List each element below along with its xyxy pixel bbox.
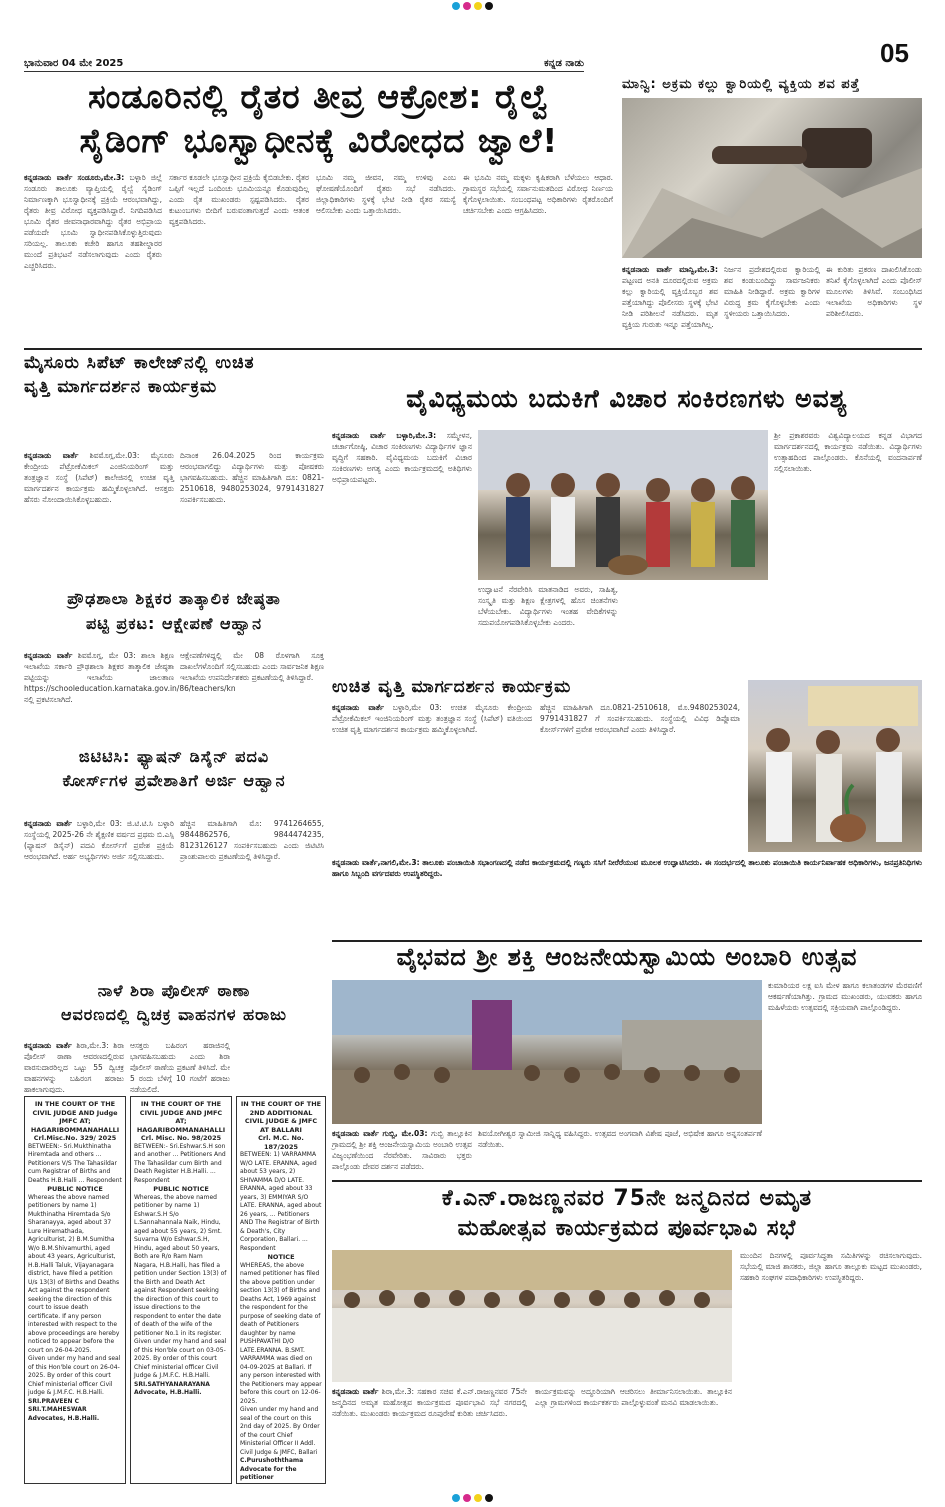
notice-2-court: IN THE COURT OF THE CIVIL JUDGE AND JMFC AT; HAGARIBOMMANAHALLI: [136, 1100, 226, 1134]
notice-3-court: IN THE COURT OF THE 2ND ADDITIONAL CIVIL JUDGE & JMFC AT BALLARI: [240, 1100, 322, 1134]
sandur-column-1: [24, 172, 162, 342]
cipet-column-1: [24, 450, 174, 580]
notice-3-parties: BETWEEN: 1) VARRAMMA W/O LATE. ERANNA, aged about 53 years, 2) SHIVAMMA D/O LATE. ERANNA, aged about 33 years, 3) EMMIYAR S/O LATE. ERANNA, aged about 26 years, ... Petitioners AND The Registrar of Birth & Death's, City Corporation, Ballari. ... Respondent: [240, 1151, 322, 1252]
gttc-headline-2: ಕೋರ್ಸ್‌ಗಳ ಪ್ರವೇಶಾತಿಗೆ ಅರ್ಜಿ ಆಹ್ವಾನ: [62, 771, 286, 790]
diversity-column-1: [332, 430, 472, 670]
registration-marks-top: [0, 0, 945, 10]
notice-1-title: PUBLIC NOTICE: [47, 1185, 103, 1193]
police-column-1: [24, 1040, 124, 1092]
cipet-byline: ಕನ್ನಡನಾಡು ವಾರ್ತೆ: [24, 451, 79, 460]
plantation-photo: [748, 680, 922, 852]
rajanna-column-2: ಕಾರ್ಯಕ್ರಮವನ್ನು ಅದ್ಧೂರಿಯಾಗಿ ಆಚರಿಸಲು ತೀರ್ಮಾನಿಸಲಾಯಿತು. ತಾಲ್ಲೂಕಿನ ಎಲ್ಲಾ ಗ್ರಾಮಗಳಿಂದ ಕಾರ್ಯಕರ್ತರು ಪಾಲ್ಗೊಳ್ಳುವಂತೆ ಮನವಿ ಮಾಡಲಾಯಿತು.: [535, 1387, 732, 1407]
police-column-3: [236, 1040, 326, 1092]
notice-3-advocates: C.Purushoththama Advocate for the petitioner: [240, 1457, 304, 1481]
sandur-headline-2: ಸೈಡಿಂಗ್ ಭೂಸ್ವಾಧೀನಕ್ಕೆ ವಿರೋಧದ ಜ್ವಾಲೆ!: [79, 121, 559, 160]
cipet-text-1: ಶಿವಮೊಗ್ಗ,ಮೇ.03: ಮೈಸೂರು ಕೇಂದ್ರೀಯ ಪೆಟ್ರೋಕೆಮಿಕಲ್ ಎಂಜಿನಿಯರಿಂಗ್ ಮತ್ತು ತಂತ್ರಜ್ಞಾನ ಸಂಸ್ಥೆ (ಸಿಪೆಟ್) ಕಾಲೇಜಿನಲ್ಲಿ ಉಚಿತ ವೃತ್ತಿ ಮಾರ್ಗದರ್ಶನ ಕಾರ್ಯಕ್ರಮ ಹಮ್ಮಿಕೊಳ್ಳಲಾಗಿದೆ. ಆಸಕ್ತರು ಹೆಸರು ನೋಂದಾಯಿಸಿಕೊಳ್ಳಬಹುದು.: [24, 451, 174, 504]
teacher-headline-1: ಪ್ರೌಢಶಾಲಾ ಶಿಕ್ಷಕರ ತಾತ್ಕಾಲಿಕ ಜೇಷ್ಠತಾ: [67, 589, 281, 608]
rajanna-column-1: [332, 1386, 527, 1486]
sandur-place: ಸಂಡೂರು,ಮೇ.3:: [77, 173, 125, 182]
notice-1-body: Whereas the above named petitioners by name 1) Mukthinatha Hiremtada S/o Sharanayya, aged about 37 Lure Hiremathada, Agriculturist, 2) B.M.Sumitha W/o B.M.Shivamurthi, aged about 43 years, Agriculturist, H.B.Halli Taluk, Vijayanagara district, have filed a petition U/s 13(3) of Births and Deaths Act against the respondent seeking the direction of this court to issue death certificate. If any person interested with respect to the above proceedings are hereby noticed to appear before the court on 26-04-2025.: [28, 1193, 120, 1354]
manvi-column-3: ಈ ಕುರಿತು ಪ್ರಕರಣ ದಾಖಲಿಸಿಕೊಂಡು ತನಿಖೆ ಕೈಗೊಳ್ಳಲಾಗಿದೆ ಎಂದು ಪೊಲೀಸ್ ಮೂಲಗಳು ತಿಳಿಸಿವೆ. ಸಂಬಂಧಿಸಿದ ಇಲಾಖೆಯ ಅಧಿಕಾರಿಗಳು ಸ್ಥಳ ಪರಿಶೀಲಿಸಿದರು.: [826, 265, 922, 318]
black-dot-icon: [485, 1494, 493, 1502]
meeting-crowd-icon: [332, 1250, 732, 1382]
section-divider: [24, 348, 922, 350]
gttc-column-1: [24, 818, 174, 968]
gttc-headline-1: ಜಿಟಿಟಿಸಿ: ಫ್ಯಾಷನ್ ಡಿಸೈನ್ ಪದವಿ: [78, 747, 270, 766]
cipet-headline-2: ವೃತ್ತಿ ಮಾರ್ಗದರ್ಶನ ಕಾರ್ಯಕ್ರಮ: [24, 377, 218, 397]
gttc-byline: ಕನ್ನಡನಾಡು ವಾರ್ತೆ: [24, 819, 73, 828]
notice-2-title: PUBLIC NOTICE: [153, 1185, 209, 1193]
anjaneya-byline: ಕನ್ನಡನಾಡು ವಾರ್ತೆ: [332, 1129, 379, 1138]
manvi-column-2: ನಿರ್ಜನ ಪ್ರದೇಶದಲ್ಲಿರುವ ಕ್ವಾರಿಯಲ್ಲಿ ಶವ ಕಂಡುಬಂದಿದ್ದು ಸಾರ್ವಜನಿಕರು ಮಾಹಿತಿ ನೀಡಿದ್ದಾರೆ. ಅಕ್ರಮ ಕ್ವಾರಿಗಳ ವಿರುದ್ಧ ಕ್ರಮ ಕೈಗೊಳ್ಳಬೇಕು ಎಂದು ಸ್ಥಳೀಯರು ಒತ್ತಾಯಿಸಿದರು.: [724, 265, 820, 318]
cyan-dot-icon: [452, 2, 460, 10]
quarry-photo: [622, 98, 922, 258]
notice-2-body: Whereas, the above named petitioner by name 1) Eshwar.S.H S/o L.Sannahannala Naik, Hindu, aged about 55 years, 2) Smt. Suvarna W/o Eshwar.S.H, Hindu, aged about 50 years, Both are R/o Ram Nam Nagara, H.B.Halli, has filed a petition under Section 13(3) of the Birth and Death Act against Respondent seeking the direction of this court to issue directions to the respondent to enter the date of death of the wife of the petitioner No.1 in its register.: [134, 1193, 227, 1337]
manvi-place: ಮಾನ್ವಿ,ಮೇ.3:: [679, 265, 718, 274]
masthead-line: [24, 58, 584, 72]
magenta-dot-icon: [463, 2, 471, 10]
notice-1-court: IN THE COURT OF THE CIVIL JUDGE AND Judge JMFC AT; HAGARIBOMMANAHALLI: [30, 1100, 120, 1134]
diversity-byline: ಕನ್ನಡನಾಡು ವಾರ್ತೆ: [332, 431, 386, 440]
notice-2-advocates: SRI.SATHYANARAYANA Advocate, H.B.Halli.: [134, 1380, 210, 1396]
police-text-1: ಶಿರಾ,ಮೇ.3: ಶಿರಾ ಪೊಲೀಸ್ ಠಾಣಾ ಆವರಣದಲ್ಲಿರುವ ವಾರಸುದಾರರಿಲ್ಲದ ಒಟ್ಟು 55 ದ್ವಿಚಕ್ರ ವಾಹನಗಳನ್ನು ಬಹಿರಂಗ ಹರಾಜು ಹಾಕಲಾಗುವುದು.: [24, 1041, 124, 1094]
gttc-column-2: ಹೆಚ್ಚಿನ ಮಾಹಿತಿಗಾಗಿ ಮೊ: 9741264655, 9844862576, 9844474235, 8123126127 ಸಂಪರ್ಕಿಸಬಹುದು ಎಂದು ಜಿಟಿಟಿಸಿ ಪ್ರಾಂಶುಪಾಲರು ಪ್ರಕಟಣೆಯಲ್ಲಿ ತಿಳಿಸಿದ್ದಾರೆ.: [180, 819, 324, 861]
manvi-headline: ಮಾನ್ವಿ: ಅಕ್ರಮ ಕಲ್ಲು ಕ್ವಾರಿಯಲ್ಲಿ ವ್ಯಕ್ತಿಯ ಶವ ಪತ್ತೆ: [622, 78, 922, 93]
career-headline: ಉಚಿತ ವೃತ್ತಿ ಮಾರ್ಗದರ್ಶನ ಕಾರ್ಯಕ್ರಮ: [332, 677, 572, 697]
career-column-1: [332, 702, 532, 852]
notice-2-footer: Given under my hand and seal of this Hon'ble court on 03-05-2025. By order of this court Chief ministerial officer Civil Judge & J.M.F.C. H.B.Halli.: [134, 1338, 227, 1379]
rajanna-headline-1: ಕೆ.ಎನ್.ರಾಜಣ್ಣನವರ 75ನೇ ಜನ್ಮದಿನದ ಅಮೃತ: [441, 1186, 813, 1211]
sandur-column-2: ಸರ್ಕಾರ ಕೂಡಲೇ ಭೂಸ್ವಾಧೀನ ಪ್ರಕ್ರಿಯೆ ಕೈಬಿಡಬೇಕು. ರೈತರ ಒಪ್ಪಿಗೆ ಇಲ್ಲದೆ ಒಂದಿಂಚು ಭೂಮಿಯನ್ನೂ ಕೊಡುವುದಿಲ್ಲ ಎಂದು ರೈತ ಮುಖಂಡರು ಸ್ಪಷ್ಟಪಡಿಸಿದರು. ರೈತರ ಕುಟುಂಬಗಳು ಬೀದಿಗೆ ಬರುವಂತಾಗುತ್ತದೆ ಎಂದು ಆತಂಕ ವ್ಯಕ್ತಪಡಿಸಿದರು.: [169, 173, 309, 226]
career-byline: ಕನ್ನಡನಾಡು ವಾರ್ತೆ: [332, 703, 384, 712]
issue-date: ಭಾನುವಾರ 04 ಮೇ 2025: [24, 58, 124, 69]
notice-1-case: Crl.Misc.No. 329/ 2025: [33, 1134, 117, 1142]
teacher-headline-2: ಪಟ್ಟಿ ಪ್ರಕಟ: ಆಕ್ಷೇಪಣೆ ಆಹ್ವಾನ: [85, 614, 263, 633]
teacher-column-2: ಆಕ್ಷೇಪಣೆಗಳಿದ್ದಲ್ಲಿ ಮೇ 08 ರೊಳಗಾಗಿ ಸೂಕ್ತ ದಾಖಲೆಗಳೊಂದಿಗೆ ಸಲ್ಲಿಸಬಹುದು ಎಂದು ಸಾರ್ವಜನಿಕ ಶಿಕ್ಷಣ ಇಲಾಖೆಯ ಉಪನಿರ್ದೇಶಕರು ಪ್ರಕಟಣೆಯಲ್ಲಿ ತಿಳಿಸಿದ್ದಾರೆ.: [180, 651, 324, 682]
anjaneya-column-3: ಕುಮಾರಿಯರ ಲಕ್ಷ ಐಸಿ ಮೇಳ ಹಾಗೂ ಕಲಾತಂಡಗಳ ಮೆರವಣಿಗೆ ಆಕರ್ಷಣೆಯಾಗಿತ್ತು. ಗ್ರಾಮದ ಮುಖಂಡರು, ಯುವಕರು ಹಾಗೂ ಮಹಿಳೆಯರು ಉತ್ಸವದಲ್ಲಿ ಸಕ್ರಿಯವಾಗಿ ಪಾಲ್ಗೊಂಡಿದ್ದರು.: [768, 981, 922, 1012]
paper-name: ಕನ್ನಡ ನಾಡು: [544, 58, 584, 69]
seminar-group-icon: [478, 430, 768, 580]
teacher-text-1: ಶಿವಮೊಗ್ಗ, ಮೇ 03: ಶಾಲಾ ಶಿಕ್ಷಣ ಇಲಾಖೆಯ ಸರ್ಕಾರಿ ಪ್ರೌಢಶಾಲಾ ಶಿಕ್ಷಕರ ತಾತ್ಕಾಲಿಕ ಜೇಷ್ಠತಾ ಪಟ್ಟಿಯನ್ನು ಇಲಾಖೆಯ ಜಾಲತಾಣ https://schooleducation.karnataka.gov.in/86/teachers/kn ನಲ್ಲಿ ಪ್ರಕಟಿಸಲಾಗಿದೆ.: [24, 651, 236, 704]
diversity-column-3: ಶ್ರೀ ಪ್ರಕಾಶರವರು ವಿಶ್ವವಿದ್ಯಾಲಯದ ಕನ್ನಡ ವಿಭಾಗದ ಮಾರ್ಗದರ್ಶನದಲ್ಲಿ ಕಾರ್ಯಕ್ರಮ ನಡೆಯಿತು. ವಿದ್ಯಾರ್ಥಿಗಳು ಉತ್ಸಾಹದಿಂದ ಪಾಲ್ಗೊಂಡರು. ಕೊನೆಯಲ್ಲಿ ವಂದನಾರ್ಪಣೆ ಸಲ್ಲಿಸಲಾಯಿತು.: [774, 431, 922, 473]
police-headline-2: ಆವರಣದಲ್ಲಿ ದ್ವಿಚಕ್ರ ವಾಹನಗಳ ಹರಾಜು: [60, 1005, 288, 1024]
rajanna-byline: ಕನ್ನಡನಾಡು ವಾರ್ತೆ: [332, 1387, 379, 1396]
diversity-place: ಬಳ್ಳಾರಿ,ಮೇ.3:: [396, 431, 437, 440]
yellow-dot-icon: [474, 2, 482, 10]
diversity-column-2b: [624, 584, 768, 670]
divider-rajanna: [332, 1180, 922, 1182]
cipet-column-2: ದಿನಾಂಕ 26.04.2025 ರಿಂದ ಕಾರ್ಯಕ್ರಮ ಆರಂಭವಾಗಲಿದ್ದು ವಿದ್ಯಾರ್ಥಿಗಳು ಮತ್ತು ಪೋಷಕರು ಭಾಗವಹಿಸಬಹುದು. ಹೆಚ್ಚಿನ ಮಾಹಿತಿಗಾಗಿ ದೂ: 0821-2510618, 9480253024, 9791431827 ಸಂಪರ್ಕಿಸಬಹುದು.: [180, 451, 324, 504]
cyan-dot-icon: [452, 1494, 460, 1502]
procession-crowd-icon: [332, 980, 762, 1124]
diversity-column-2: ಉದ್ಘಾಟನೆ ನೆರವೇರಿಸಿ ಮಾತನಾಡಿದ ಅವರು, ಸಾಹಿತ್ಯ, ಸಂಸ್ಕೃತಿ ಮತ್ತು ಶಿಕ್ಷಣ ಕ್ಷೇತ್ರಗಳಲ್ಲಿ ಹೊಸ ಚಿಂತನೆಗಳು ಬೆಳೆಯಬೇಕು. ವಿದ್ಯಾರ್ಥಿಗಳು ಇಂತಹ ವೇದಿಕೆಗಳನ್ನು ಸದುಪಯೋಗಪಡಿಸಿಕೊಳ್ಳಬೇಕು ಎಂದರು.: [478, 585, 618, 627]
diversity-text-1: ಸಮ್ಮೇಳನ, ಚರ್ಚಾಗೋಷ್ಠಿ, ವಿಚಾರ ಸಂಕಿರಣಗಳು ವಿದ್ಯಾರ್ಥಿಗಳ ಜ್ಞಾನ ವೃದ್ಧಿಗೆ ಸಹಕಾರಿ. ವೈವಿಧ್ಯಮಯ ಬದುಕಿಗೆ ವಿಚಾರ ಸಂಕಿರಣಗಳು ಅಗತ್ಯ ಎಂದು ಕಾರ್ಯಕ್ರಮದಲ್ಲಿ ಅತಿಥಿಗಳು ಅಭಿಪ್ರಾಯಪಟ್ಟರು.: [332, 431, 472, 484]
notice-3-title: NOTICE: [267, 1253, 295, 1261]
anjaneya-text-1: ಗುಬ್ಬಿ ತಾಲ್ಲೂಕಿನ ಗ್ರಾಮದಲ್ಲಿ ಶ್ರೀ ಶಕ್ತಿ ಆಂಜನೇಯಸ್ವಾಮಿಯ ಅಂಬಾರಿ ಉತ್ಸವ ವಿಜೃಂಭಣೆಯಿಂದ ನೆರವೇರಿತು. ಸಾವಿರಾರು ಭಕ್ತರು ಪಾಲ್ಗೊಂಡು ದೇವರ ದರ್ಶನ ಪಡೆದರು.: [332, 1129, 472, 1171]
quarry-scene-icon: [622, 98, 922, 258]
yellow-dot-icon: [474, 1494, 482, 1502]
police-byline: ಕನ್ನಡನಾಡು ವಾರ್ತೆ: [24, 1041, 72, 1050]
black-dot-icon: [485, 2, 493, 10]
sandur-column-3: ಭೂಮಿ ನಮ್ಮ ಜೀವನ, ನಮ್ಮ ಉಳಿವು ಎಂಬ ಘೋಷಣೆಯೊಂದಿಗೆ ರೈತರು ಸಭೆ ನಡೆಸಿದರು. ಜಿಲ್ಲಾಧಿಕಾರಿಗಳು ಸ್ಥಳಕ್ಕೆ ಭೇಟಿ ನೀಡಿ ರೈತರ ಸಮಸ್ಯೆ ಆಲಿಸಬೇಕು ಎಂದು ಒತ್ತಾಯಿಸಿದರು.: [316, 173, 456, 215]
meeting-photo: [332, 1250, 732, 1382]
career-column-2: ಹೆಚ್ಚಿನ ಮಾಹಿತಿಗಾಗಿ ದೂ.0821-2510618, ಮೊ.9480253024, 9791431827 ಗೆ ಸಂಪರ್ಕಿಸಬಹುದು. ಸಂಸ್ಥೆಯಲ್ಲಿ ವಿವಿಧ ಡಿಪ್ಲೊಮಾ ಕೋರ್ಸ್‌ಗಳಿಗೆ ಪ್ರವೇಶ ಆರಂಭವಾಗಿದೆ ಎಂದು ತಿಳಿಸಿದ್ದಾರೆ.: [540, 703, 740, 734]
page-number: 05: [880, 38, 909, 68]
rajanna-headline-2: ಮಹೋತ್ಸವ ಕಾರ್ಯಕ್ರಮದ ಪೂರ್ವಭಾವಿ ಸಭೆ: [457, 1216, 797, 1241]
notice-1-parties: BETWEEN:- Sri.Mukthinatha Hiremtada and others ... Petitioners V/S The Tahasildar cum Registrar of Births and Deaths H.B.Halli ... Respondent: [28, 1142, 122, 1184]
notice-2-parties: BETWEEN:- Sri.Eshwar.S.H son and another ... Petitioners And The Tahasildar cum Birth and Death Register H.B.Halli. ... Respondent: [134, 1142, 226, 1184]
anjaneya-headline: ವೈಭವದ ಶ್ರೀ ಶಕ್ತಿ ಆಂಜನೇಯಸ್ವಾಮಿಯ ಅಂಬಾರಿ ಉತ್ಸವ: [396, 943, 858, 971]
cipet-headline-1: ಮೈಸೂರು ಸಿಪೆಟ್ ಕಾಲೇಜ್‌ನಲ್ಲಿ ಉಚಿತ: [24, 353, 255, 373]
anjaneya-column-2: ಶಿವಯೋಗೀಶ್ವರ ಸ್ವಾಮೀಜಿ ಸಾನ್ನಿಧ್ಯ ವಹಿಸಿದ್ದರು. ಉತ್ಸವದ ಅಂಗವಾಗಿ ವಿಶೇಷ ಪೂಜೆ, ಅಭಿಷೇಕ ಹಾಗೂ ಅನ್ನಸಂತರ್ಪಣೆ ನಡೆಯಿತು.: [478, 1129, 762, 1149]
sandur-byline: ಕನ್ನಡನಾಡು ವಾರ್ತೆ: [24, 173, 73, 182]
career-text-1: ಬಳ್ಳಾರಿ,ಮೇ 03: ಉಚಿತ ಮೈಸೂರು ಕೇಂದ್ರೀಯ ಪೆಟ್ರೋಕೆಮಿಕಲ್ ಇಂಜಿನಿಯರಿಂಗ್ ಮತ್ತು ತಂತ್ರಜ್ಞಾನ ಸಂಸ್ಥೆ (ಸಿಪೆಟ್) ವತಿಯಿಂದ ಉಚಿತ ವೃತ್ತಿ ಮಾರ್ಗದರ್ಶನ ಕಾರ್ಯಕ್ರಮ ಹಮ್ಮಿಕೊಳ್ಳಲಾಗಿದೆ.: [332, 703, 532, 734]
anjaneya-column-1: [332, 1128, 472, 1176]
rajanna-text-1: ಶಿರಾ,ಮೇ.3: ಸಹಕಾರ ಸಚಿವ ಕೆ.ಎನ್.ರಾಜಣ್ಣನವರ 75ನೇ ಜನ್ಮದಿನದ ಅಮೃತ ಮಹೋತ್ಸವ ಕಾರ್ಯಕ್ರಮದ ಪೂರ್ವಭಾವಿ ಸಭೆ ನಗರದಲ್ಲಿ ನಡೆಯಿತು. ಮುಖಂಡರು ಕಾರ್ಯಕ್ರಮದ ರೂಪುರೇಷೆ ಕುರಿತು ಚರ್ಚಿಸಿದರು.: [332, 1387, 527, 1418]
manvi-column-1: [622, 264, 718, 346]
diversity-headline: ವೈವಿಧ್ಯಮಯ ಬದುಕಿಗೆ ವಿಚಾರ ಸಂಕಿರಣಗಳು ಅವಶ್ಯ: [406, 384, 848, 413]
anjaneya-place: ಗುಬ್ಬಿ, ಮೇ.03:: [382, 1129, 428, 1138]
teacher-column-1: [24, 650, 236, 742]
notice-1-advocates: SRI.PRAVEEN C SRI.T.MAHESWAR Advocates, H.B.Halli.: [28, 1397, 100, 1422]
police-headline-1: ನಾಳೆ ಶಿರಾ ಪೊಲೀಸ್ ಠಾಣಾ: [97, 981, 251, 1000]
sandur-headline-1: ಸಂಡೂರಿನಲ್ಲಿ ರೈತರ ತೀವ್ರ ಆಕ್ರೋಶ: ರೈಲ್ವೆ: [88, 77, 550, 116]
divider-anjaneya: [332, 940, 922, 942]
court-notice-2: [130, 1096, 232, 1484]
police-column-2: ಆಸಕ್ತರು ಬಹಿರಂಗ ಹರಾಜಿನಲ್ಲಿ ಭಾಗವಹಿಸಬಹುದು ಎಂದು ಶಿರಾ ಪೊಲೀಸ್ ಠಾಣೆಯ ಪ್ರಕಟಣೆ ತಿಳಿಸಿದೆ. ಮೇ 5 ರಂದು ಬೆಳಿಗ್ಗೆ 10 ಗಂಟೆಗೆ ಹರಾಜು ನಡೆಯಲಿದೆ.: [130, 1041, 230, 1094]
notice-3-body: WHEREAS, the above named petitioner has filed the above petition under section 13(3) of Births and Deaths Act, 1969 against the respondent for the purpose of seeking date of death of Petitioners daughter by name PUSHPAVATHI D/O LATE.ERANNA. B.SMT. VARRAMMA was died on 04-09-2025 at Ballari. If any person interested with the Petitioners may appear before this court on 12-06-2025.: [240, 1261, 322, 1405]
procession-photo: [332, 980, 762, 1124]
plantation-event-icon: [748, 680, 922, 852]
sandur-text-1: ಬಳ್ಳಾರಿ ಜಿಲ್ಲೆ ಸಂಡೂರು ತಾಲೂಕು ವ್ಯಾಪ್ತಿಯಲ್ಲಿ ರೈಲ್ವೆ ಸೈಡಿಂಗ್ ನಿರ್ಮಾಣಕ್ಕಾಗಿ ಭೂಸ್ವಾಧೀನಕ್ಕೆ ಪ್ರಕ್ರಿಯೆ ಆರಂಭವಾಗಿದ್ದು, ರೈತರು ತೀವ್ರ ವಿರೋಧ ವ್ಯಕ್ತಪಡಿಸಿದ್ದಾರೆ. ನಿಗದಿಪಡಿಸಿದ ಭೂಮಿ ರೈತರ ಜೀವನಾಧಾರವಾಗಿದ್ದು ರೈತರ ಅಭಿಪ್ರಾಯ ಪಡೆಯದೇ ಭೂಮಿ ಸ್ವಾಧೀನಪಡಿಸಿಕೊಳ್ಳುತ್ತಿರುವುದು ಸರಿಯಲ್ಲ. ತಾಲೂಕು ಕಚೇರಿ ಹಾಗೂ ತಹಶೀಲ್ದಾರರ ಮುಂದೆ ಪ್ರತಿಭಟನೆ ನಡೆಸಲಾಗುವುದು ಎಂದು ರೈತರು ಎಚ್ಚರಿಸಿದರು.: [24, 173, 162, 270]
teacher-byline: ಕನ್ನಡನಾಡು ವಾರ್ತೆ: [24, 651, 73, 660]
manvi-byline: ಕನ್ನಡನಾಡು ವಾರ್ತೆ: [622, 265, 673, 274]
court-notice-3: [236, 1096, 326, 1484]
notice-1-footer: Given under my hand and seal of this Hon'ble court on 26-04-2025. By order of this court Chief ministerial officer Civil judge & J.M.F.C. H.B.Halli.: [28, 1355, 121, 1396]
sandur-column-4: ಈ ಭೂಮಿ ನಮ್ಮ ಮಕ್ಕಳು ಕೃಷಿಕರಾಗಿ ಬೆಳೆಯಲು ಆಧಾರ. ಗ್ರಾಮಸ್ಥರ ಸಭೆಯಲ್ಲಿ ಸರ್ವಾನುಮತದಿಂದ ವಿರೋಧ ನಿರ್ಣಯ ಕೈಗೊಳ್ಳಲಾಯಿತು. ಸಂಬಂಧಪಟ್ಟ ಅಧಿಕಾರಿಗಳು ರೈತರೊಂದಿಗೆ ಚರ್ಚಿಸಬೇಕು ಎಂದು ಆಗ್ರಹಿಸಿದರು.: [463, 173, 613, 215]
rajanna-column-3: ಮುಂದಿನ ದಿನಗಳಲ್ಲಿ ಪೂರ್ವಸಿದ್ಧತಾ ಸಮಿತಿಗಳನ್ನು ರಚಿಸಲಾಗುವುದು. ಸಭೆಯಲ್ಲಿ ಮಾಜಿ ಶಾಸಕರು, ಜಿಲ್ಲಾ ಹಾಗೂ ತಾಲ್ಲೂಕು ಮಟ್ಟದ ಮುಖಂಡರು, ಸಹಕಾರಿ ಸಂಘಗಳ ಪದಾಧಿಕಾರಿಗಳು ಉಪಸ್ಥಿತರಿದ್ದರು.: [740, 1251, 922, 1282]
plantation-caption: ಕನ್ನಡನಾಡು ವಾರ್ತೆ,ನಾಗಲಿ,ಮೇ.3: ತಾಲೂಕು ಪಂಚಾಯಿತಿ ಸಭಾಂಗಣದಲ್ಲಿ ನಡೆದ ಕಾರ್ಯಕ್ರಮದಲ್ಲಿ ಗಣ್ಯರು ಸಸಿಗೆ ನೀರೆರೆಯುವ ಮೂಲಕ ಉದ್ಘಾಟಿಸಿದರು. ಈ ಸಂದರ್ಭದಲ್ಲಿ ತಾಲೂಕು ಪಂಚಾಯಿತಿ ಕಾರ್ಯನಿರ್ವಾಹಕ ಅಧಿಕಾರಿಗಳು, ಜನಪ್ರತಿನಿಧಿಗಳು ಹಾಗೂ ಸಿಬ್ಬಂದಿ ವರ್ಗದವರು ಉಪಸ್ಥಿತರಿದ್ದರು.: [332, 858, 922, 878]
court-notice-1: [24, 1096, 126, 1484]
registration-marks-bottom: [0, 1494, 945, 1504]
notice-3-footer: Given under my hand and seal of the court on this 2nd day of 2025. By Order of the court Chief Ministerial Officer II Addl. Civil Judge & JMFC, Ballari: [240, 1406, 320, 1456]
seminar-photo: [478, 430, 768, 580]
magenta-dot-icon: [463, 1494, 471, 1502]
notice-3-case: Crl. M.C. No. 187/2025: [258, 1134, 304, 1151]
manvi-text-1: ಪಟ್ಟಣದ ಅನತಿ ದೂರದಲ್ಲಿರುವ ಅಕ್ರಮ ಕಲ್ಲು ಕ್ವಾರಿಯಲ್ಲಿ ವ್ಯಕ್ತಿಯೊಬ್ಬರ ಶವ ಪತ್ತೆಯಾಗಿದ್ದು ಪೊಲೀಸರು ಸ್ಥಳಕ್ಕೆ ಭೇಟಿ ನೀಡಿ ಪರಿಶೀಲನೆ ನಡೆಸಿದರು. ಮೃತ ವ್ಯಕ್ತಿಯ ಗುರುತು ಇನ್ನೂ ಪತ್ತೆಯಾಗಿಲ್ಲ.: [622, 276, 718, 329]
notice-2-case: Crl. Misc. No. 98/2025: [140, 1134, 222, 1142]
gttc-text-1: ಬಳ್ಳಾರಿ,ಮೇ 03: ಜಿ.ಟಿ.ಟಿ.ಸಿ ಬಳ್ಳಾರಿ ಸಂಸ್ಥೆಯಲ್ಲಿ 2025-26 ನೇ ಶೈಕ್ಷಣಿಕ ವರ್ಷದ ಪ್ರಥಮ ಬಿ.ಎಸ್ಸಿ (ಫ್ಯಾಷನ್ ಡಿಸೈನ್) ಪದವಿ ಕೋರ್ಸ್‌ಗೆ ಪ್ರವೇಶ ಪ್ರಕ್ರಿಯೆ ಆರಂಭವಾಗಿದೆ. ಅರ್ಹ ಅಭ್ಯರ್ಥಿಗಳು ಅರ್ಜಿ ಸಲ್ಲಿಸಬಹುದು.: [24, 819, 174, 861]
